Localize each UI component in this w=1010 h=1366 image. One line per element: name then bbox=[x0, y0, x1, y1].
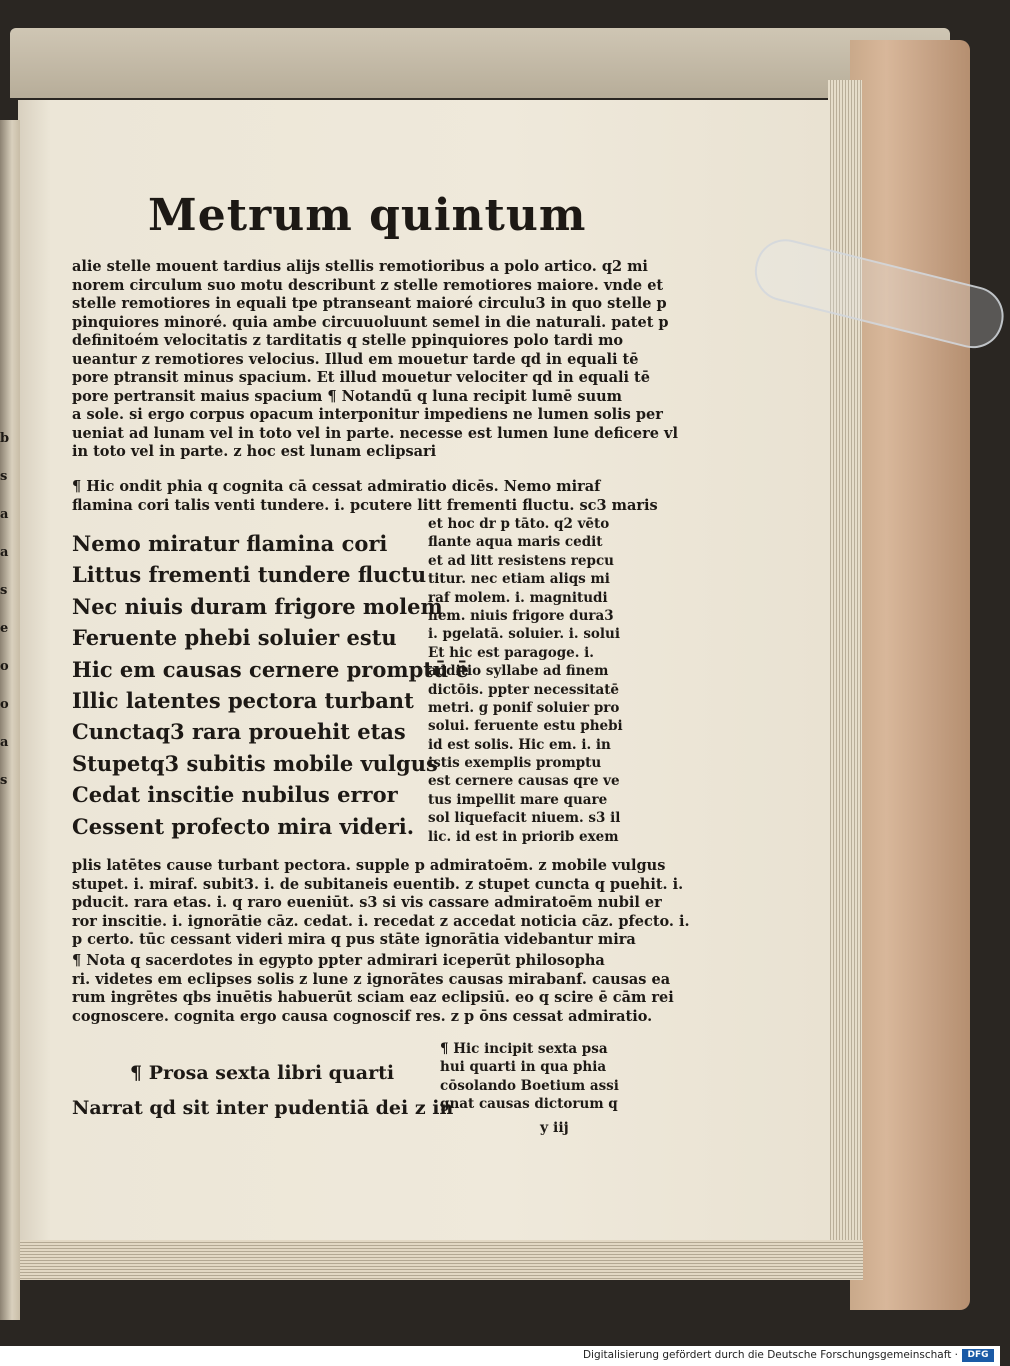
prosa-heading: ¶ Prosa sexta libri quarti bbox=[130, 1062, 395, 1084]
left-page-glyph: o bbox=[0, 697, 9, 712]
text-line: pinquiores minoré. quia ambe circuuoluunt semel in die naturali. patet p bbox=[72, 313, 669, 331]
text-line: rum ingrētes qbs inuētis habuerūt sciam eaz eclipsiū. eo q scire ē cām rei bbox=[72, 989, 674, 1006]
gloss-line: id est solis. Hic em. i. in bbox=[428, 736, 611, 753]
book-board-top bbox=[10, 28, 950, 98]
text-line: p certo. tūc cessant videri mira q pus stāte ignorātia videbantur mira bbox=[72, 931, 636, 948]
left-page-glyph: a bbox=[0, 507, 9, 522]
verse-line: Cessent profecto mira videri. bbox=[72, 813, 415, 839]
left-page-glyph: a bbox=[0, 545, 9, 560]
left-page-glyphs bbox=[0, 420, 18, 800]
text-line: ror inscitie. i. ignorātie cāz. cedat. i. recedat z accedat noticia cāz. pfecto. i. bbox=[72, 912, 690, 930]
gloss-line: raf molem. i. magnitudi bbox=[428, 589, 608, 606]
text-line: ueniat ad lunam vel in toto vel in parte. necesse est lumen lune deficere vl bbox=[72, 424, 678, 442]
gloss-line: Et hic est paragoge. i. bbox=[428, 644, 594, 661]
left-page-glyph: a bbox=[0, 735, 9, 750]
gloss-line: nem. niuis frigore dura3 bbox=[428, 607, 614, 624]
left-page-glyph: s bbox=[0, 773, 8, 788]
verse-line: Cunctaq3 rara prouehit etas bbox=[72, 719, 406, 745]
verse-line: Nec niuis duram frigore molem bbox=[72, 593, 443, 619]
verse-line: Illic latentes pectora turbant bbox=[72, 687, 414, 713]
gloss-line: lic. id est in priorib exem bbox=[428, 828, 619, 845]
text-line: ri. videtes em eclipses solis z lune z ignorātes causas mirabanf. causas ea bbox=[72, 970, 671, 988]
gloss-line: cōsolando Boetium assi bbox=[440, 1077, 619, 1094]
text-line: pore ptransit minus spacium. Et illud mouetur velociter qd in equali tē bbox=[72, 369, 650, 386]
left-page-glyph: b bbox=[0, 431, 10, 446]
gloss-line: et hoc dr p tāto. q2 vēto bbox=[428, 516, 610, 532]
text-line: norem circulum suo motu describunt z stelle remotiores maiore. vnde et bbox=[72, 276, 664, 294]
gloss-line: istis exemplis promptu bbox=[428, 755, 602, 772]
left-page-glyph: e bbox=[0, 621, 9, 636]
signature-mark: y iij bbox=[540, 1120, 569, 1136]
gloss-line: tus impellit mare quare bbox=[428, 791, 608, 808]
gloss-line: i. pgelatā. soluier. i. solui bbox=[428, 626, 620, 643]
left-page-glyph: s bbox=[0, 583, 8, 598]
text-line: alie stelle mouent tardius alijs stellis remotioribus a polo artico. q2 mi bbox=[72, 258, 648, 275]
commentary-block-3 bbox=[72, 857, 690, 950]
verse-line: Cedat inscitie nubilus error bbox=[72, 782, 398, 808]
commentary-block-2 bbox=[72, 478, 658, 515]
left-page-glyph: o bbox=[0, 659, 9, 674]
dfg-logo-icon: DFG bbox=[962, 1349, 994, 1362]
gloss-line: sol liquefacit niuem. s3 il bbox=[428, 810, 621, 827]
text-line: stelle remotiores in equali tpe ptranseant maioré circulu3 in quo stelle p bbox=[72, 295, 667, 312]
text-line: cognoscere. cognita ergo causa cognoscif res. z p ōns cessat admiratio. bbox=[72, 1007, 653, 1025]
text-line: in toto vel in parte. z hoc est lunam eclipsari bbox=[72, 443, 437, 460]
verse-line: Hic em causas cernere promptū ē bbox=[72, 656, 469, 682]
gloss-line: ¶ Hic incipit sexta psa bbox=[440, 1041, 608, 1057]
verse-line: Nemo miratur flamina cori bbox=[72, 531, 388, 556]
gloss-line: hui quarti in qua phia bbox=[440, 1059, 607, 1076]
gloss-line: solui. feruente estu phebi bbox=[428, 718, 623, 735]
prosa-gloss bbox=[440, 1040, 640, 1114]
gloss-line: gnat causas dictorum q bbox=[440, 1096, 618, 1113]
gloss-line: metri. g ponif soluier pro bbox=[428, 699, 620, 716]
book-binding bbox=[850, 40, 970, 1310]
footer-credit: Digitalisierung gefördert durch die Deutsche Forschungsgemeinschaft · bbox=[582, 1349, 958, 1361]
footer-bar bbox=[0, 1346, 1000, 1366]
commentary-block-1 bbox=[72, 258, 678, 462]
gloss-line: titur. nec etiam aliqs mi bbox=[428, 571, 610, 588]
verse-line: Stupetq3 subitis mobile vulgus bbox=[72, 750, 438, 776]
verse-line: Feruente phebi soluier estu bbox=[72, 625, 397, 651]
page-title: Metrum quintum bbox=[148, 190, 587, 241]
text-line: a sole. si ergo corpus opacum interponitur impediens ne lumen solis per bbox=[72, 406, 663, 423]
gloss-line: est cernere causas qre ve bbox=[428, 773, 620, 790]
text-line: plis latētes cause turbant pectora. supple p admiratoēm. z mobile vulgus bbox=[72, 857, 666, 874]
left-facing-page bbox=[0, 120, 20, 1320]
text-line: pducit. rara etas. i. q raro eueniūt. s3 si vis cassare admiratoēm nubil er bbox=[72, 894, 662, 911]
verse-text bbox=[72, 528, 469, 842]
left-page-glyph: s bbox=[0, 469, 8, 484]
gloss-line: flante aqua maris cedit bbox=[428, 534, 603, 551]
text-line: pore pertransit maius spacium ¶ Notandū q luna recipit lumē suum bbox=[72, 387, 623, 405]
text-line: flamina cori talis venti tundere. i. pcutere litt frementi fluctu. sc3 maris bbox=[72, 496, 658, 514]
gloss-line: dictōis. ppter necessitatē bbox=[428, 681, 620, 698]
gloss-line: additio syllabe ad finem bbox=[428, 663, 609, 680]
verse-line: Littus frementi tundere fluctu bbox=[72, 562, 427, 588]
prosa-first-line: Narrat qd sit inter pudentiā dei z in bbox=[72, 1097, 454, 1119]
text-line: ueantur z remotiores velocius. Illud em mouetur tarde qd in equali tē bbox=[72, 350, 639, 368]
text-line: stupet. i. miraf. subit3. i. de subitaneis euentib. z stupet cuncta q puehit. i. bbox=[72, 875, 684, 893]
verse-gloss bbox=[428, 515, 628, 846]
text-line: ¶ Nota q sacerdotes in egypto ppter admirari iceperūt philosopha bbox=[72, 952, 605, 969]
page-stack-bottom bbox=[18, 1240, 863, 1280]
gloss-line: et ad litt resistens repcu bbox=[428, 552, 614, 569]
text-line: definitoém velocitatis z tarditatis q stelle ppinquiores polo tardi mo bbox=[72, 332, 624, 349]
commentary-block-4 bbox=[72, 952, 674, 1026]
text-line: ¶ Hic ondit phia q cognita cā cessat admiratio dicēs. Nemo miraf bbox=[72, 478, 601, 495]
